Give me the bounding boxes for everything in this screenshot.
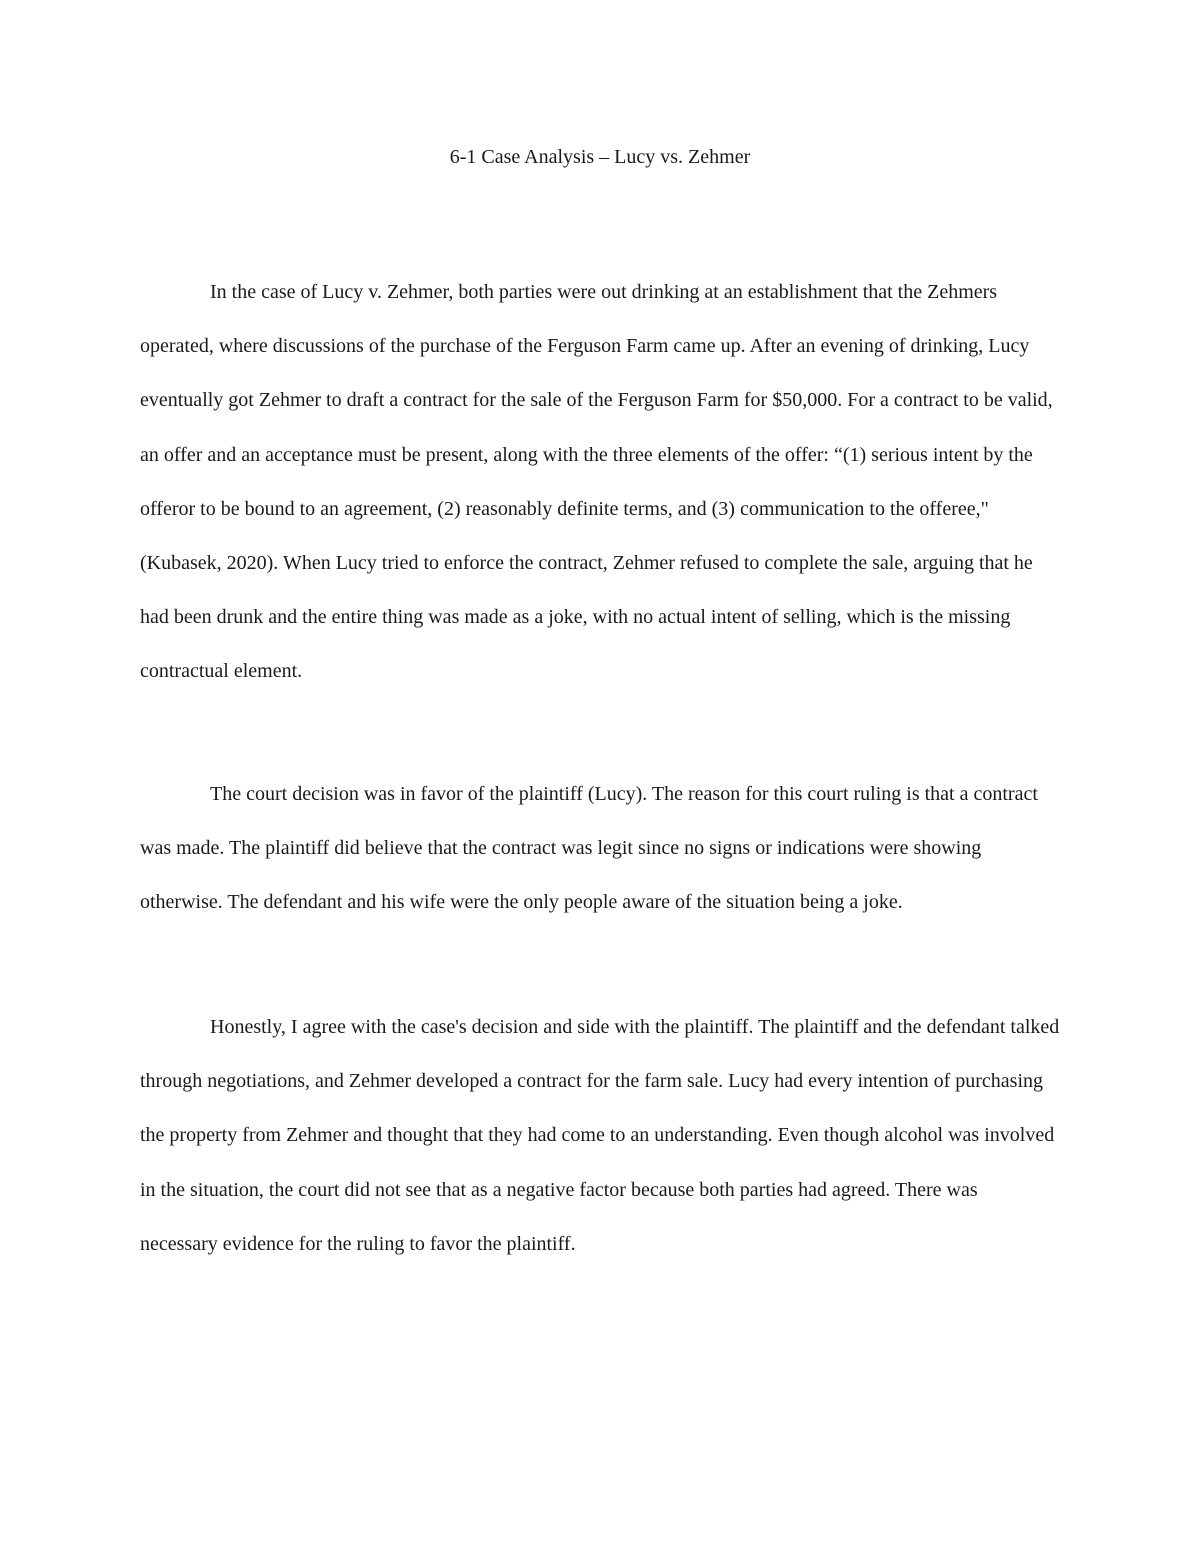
document-title: 6-1 Case Analysis – Lucy vs. Zehmer xyxy=(449,146,751,168)
paragraph-court-decision xyxy=(140,767,1060,930)
paragraph-text: Honestly, I agree with the case's decision and side with the plaintiff. The plaintiff and the defendant talked through negotiations, and Zehmer developed a contract for the farm sale. Lucy had every intention of purchasing the property from Zehmer and thought that they had come to an understanding. Even though alcohol was involved in the situation, the court did not see that as a negative factor because both parties had agreed. There was necessary evidence for the ruling to favor the plaintiff. xyxy=(140,1016,1060,1255)
paragraph-text: In the case of Lucy v. Zehmer, both parties were out drinking at an establishment that the Zehmers operated, where discussions of the purchase of the Ferguson Farm came up. After an evening of drinking, Lucy eventually got Zehmer to draft a contract for the sale of the Ferguson Farm for $50,000. For a contract to be valid, an offer and an acceptance must be present, along with the three elements of the offer: “(1) serious intent by the offeror to be bound to an agreement, (2) reasonably definite terms, and (3) communication to the offeree," (Kubasek, 2020). When Lucy tried to enforce the contract, Zehmer refused to complete the sale, arguing that he had been drunk and the entire thing was made as a joke, with no actual intent of selling, which is the missing contractual element. xyxy=(140,281,1053,683)
paragraph-opinion xyxy=(140,1000,1060,1271)
paragraph-case-summary xyxy=(140,265,1060,699)
paragraph-text: The court decision was in favor of the plaintiff (Lucy). The reason for this court ruling is that a contract was made. The plaintiff did believe that the contract was legit since no signs or indications were showing otherwise. The defendant and his wife were the only people aware of the situation being a joke. xyxy=(140,783,1038,914)
